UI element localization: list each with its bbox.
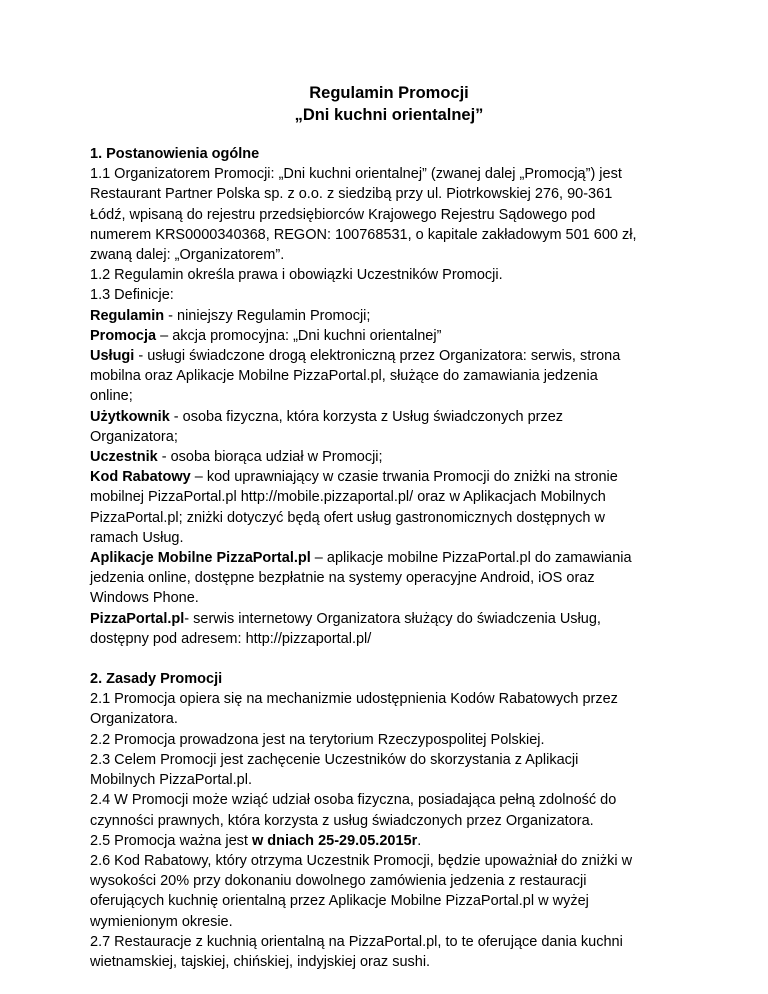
document-subtitle: „Dni kuchni orientalnej” bbox=[294, 106, 484, 124]
definition-term: Aplikacje Mobilne PizzaPortal.pl bbox=[90, 550, 311, 567]
text-line: 2.4 W Promocji może wziąć udział osoba fizyczna, posiadająca pełną zdolność do bbox=[90, 792, 617, 809]
text-line: Organizatora. bbox=[90, 711, 178, 728]
definition-term: Usługi bbox=[90, 348, 135, 365]
text-line: mobilnej PizzaPortal.pl http://mobile.pizzaportal.pl/ oraz w Aplikacjach Mobilnych bbox=[90, 489, 606, 506]
text-line: czynności prawnych, która korzysta z usług świadczonych przez Organizatora. bbox=[90, 812, 594, 829]
text-line: 2.3 Celem Promocji jest zachęcenie Uczestników do skorzystania z Aplikacji bbox=[90, 751, 579, 768]
definition-kod-rabatowy bbox=[90, 467, 688, 487]
text-line: Mobilnych PizzaPortal.pl. bbox=[90, 772, 252, 789]
text-line: Organizatora; bbox=[90, 428, 178, 445]
text-line: Restaurant Partner Polska sp. z o.o. z siedzibą przy ul. Piotrkowskiej 276, 90-361 bbox=[90, 186, 613, 203]
text-line: 2.2 Promocja prowadzona jest na terytorium Rzeczypospolitej Polskiej. bbox=[90, 731, 545, 748]
text-line: 1.1 Organizatorem Promocji: „Dni kuchni orientalnej” (zwanej dalej „Promocją”) jest bbox=[90, 166, 622, 183]
point-text: 2.5 Promocja ważna jest bbox=[90, 832, 252, 849]
text-line: zwaną dalej: „Organizatorem”. bbox=[90, 247, 285, 264]
definition-term: Użytkownik bbox=[90, 408, 170, 425]
definition-text: - serwis internetowy Organizatora służący do świadczenia Usług, bbox=[184, 610, 601, 627]
text-line: 2.1 Promocja opiera się na mechanizmie udostępnienia Kodów Rabatowych przez bbox=[90, 691, 618, 708]
definition-term: Uczestnik bbox=[90, 449, 158, 466]
text-line: 1.3 Definicje: bbox=[90, 287, 174, 304]
definition-term: Regulamin bbox=[90, 307, 165, 324]
promotion-dates: w dniach 25-29.05.2015r bbox=[252, 832, 418, 849]
text-line: PizzaPortal.pl; zniżki dotyczyć będą ofert usług gastronomicznych dostępnych w bbox=[90, 509, 605, 526]
definition-text: – aplikacje mobilne PizzaPortal.pl do zamawiania bbox=[310, 550, 632, 567]
definition-aplikacje bbox=[90, 548, 688, 568]
definition-uslugi bbox=[90, 346, 688, 366]
text-line: wietnamskiej, tajskiej, chińskiej, indyjskiej oraz sushi. bbox=[90, 953, 431, 970]
text-line: wymienionym okresie. bbox=[90, 913, 233, 930]
document-body bbox=[90, 144, 688, 972]
text-line: Łódź, wpisaną do rejestru przedsiębiorców Krajowego Rejestru Sądowego pod bbox=[90, 206, 596, 223]
definition-term: Promocja bbox=[90, 327, 157, 344]
text-line: 2.6 Kod Rabatowy, który otrzyma Uczestnik Promocji, będzie upoważniał do zniżki w bbox=[90, 852, 633, 869]
text-line: oferujących kuchnię orientalną przez Aplikacje Mobilne PizzaPortal.pl w wyżej bbox=[90, 893, 589, 910]
document-title: Regulamin Promocji bbox=[309, 84, 469, 102]
text-line: jedzenia online, dostępne bezpłatnie na systemy operacyjne Android, iOS oraz bbox=[90, 570, 595, 587]
text-line: mobilna oraz Aplikacje Mobilne PizzaPortal.pl, służące do zamawiania jedzenia bbox=[90, 368, 598, 385]
text-line: numerem KRS0000340368, REGON: 100768531, o kapitale zakładowym 501 600 zł, bbox=[90, 226, 637, 243]
definition-uzytkownik bbox=[90, 407, 688, 427]
title-block bbox=[90, 82, 688, 126]
section-2-heading: 2. Zasady Promocji bbox=[90, 671, 223, 688]
definition-uczestnik bbox=[90, 447, 688, 467]
definition-text: - osoba fizyczna, która korzysta z Usług świadczonych przez bbox=[169, 408, 564, 425]
point-text: . bbox=[417, 832, 422, 849]
definition-text: – akcja promocyjna: „Dni kuchni orientalnej” bbox=[156, 327, 442, 344]
definition-term: Kod Rabatowy bbox=[90, 469, 191, 486]
definition-text: - usługi świadczone drogą elektroniczną przez Organizatora: serwis, strona bbox=[134, 348, 621, 365]
definition-term: PizzaPortal.pl bbox=[90, 610, 185, 627]
definition-promocja bbox=[90, 326, 688, 346]
section-1-heading: 1. Postanowienia ogólne bbox=[90, 146, 260, 162]
definition-regulamin bbox=[90, 306, 688, 326]
text-line: wysokości 20% przy dokonaniu dowolnego zamówienia jedzenia z restauracji bbox=[90, 873, 587, 890]
definition-text: – kod uprawniający w czasie trwania Promocji do zniżki na stronie bbox=[190, 469, 618, 486]
text-line: 1.2 Regulamin określa prawa i obowiązki Uczestników Promocji. bbox=[90, 267, 503, 284]
definition-pizzaportal bbox=[90, 609, 688, 629]
text-line: online; bbox=[90, 388, 133, 405]
definition-text: - osoba biorąca udział w Promocji; bbox=[157, 449, 383, 466]
text-line: dostępny pod adresem: http://pizzaportal.pl/ bbox=[90, 630, 372, 647]
point-2-5 bbox=[90, 831, 688, 851]
paragraph-gap bbox=[90, 649, 688, 669]
text-line: ramach Usług. bbox=[90, 529, 184, 546]
text-line: Windows Phone. bbox=[90, 590, 199, 607]
text-line: 2.7 Restauracje z kuchnią orientalną na PizzaPortal.pl, to te oferujące dania kuchni bbox=[90, 933, 623, 950]
definition-text: - niniejszy Regulamin Promocji; bbox=[164, 307, 371, 324]
